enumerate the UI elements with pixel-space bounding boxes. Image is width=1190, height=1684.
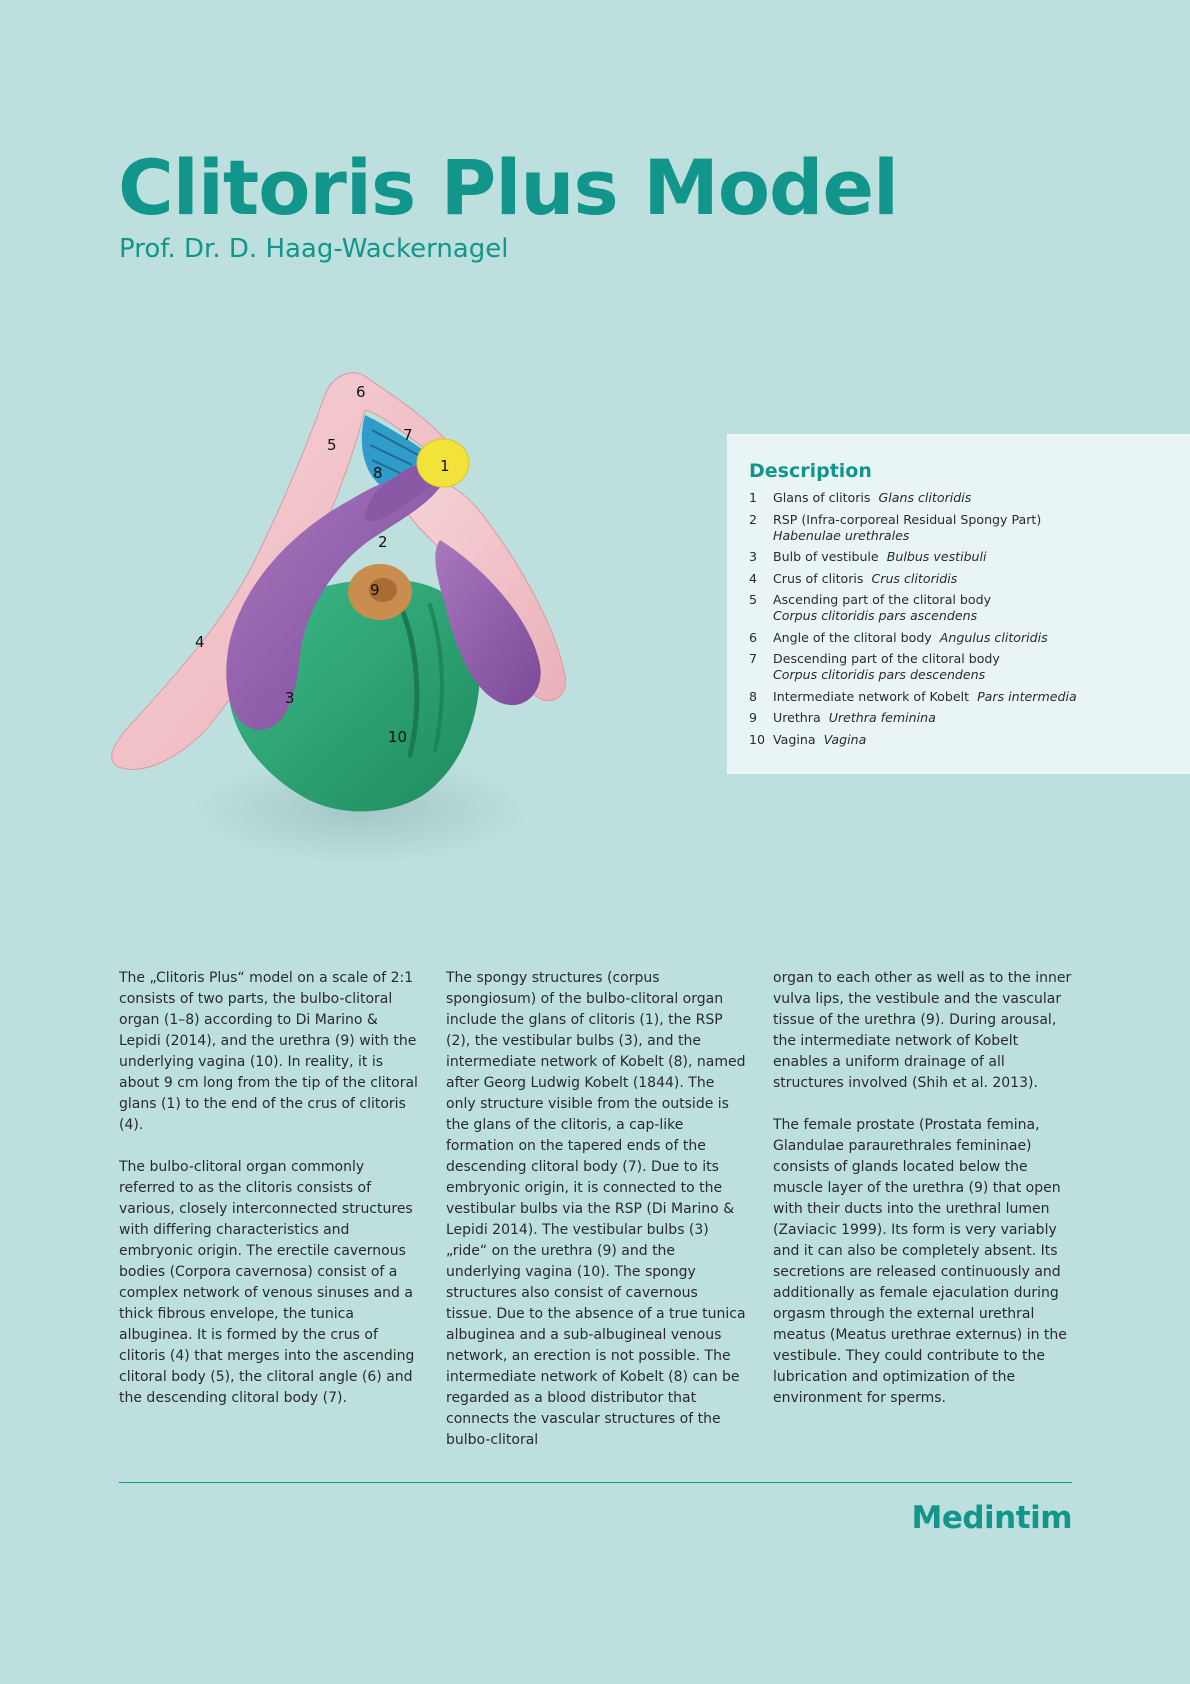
description-item-text <box>773 512 1041 544</box>
description-item-text <box>773 490 971 506</box>
footer-divider <box>119 1482 1072 1483</box>
description-item-latin: Urethra feminina <box>828 710 936 725</box>
description-heading: Description <box>749 460 872 482</box>
description-item-name: Urethra <box>773 710 821 725</box>
figure-label-8: 8 <box>373 464 383 482</box>
description-item <box>749 490 1170 506</box>
description-item-text <box>773 651 1000 683</box>
description-item-text <box>773 571 957 587</box>
paragraph: The spongy structures (corpus spongiosum) of the bulbo-clitoral organ include the glans of clitoris (1), the RSP (2), the vestibular bulbs (3), and the intermediate network of Kobelt (8), named after Georg Ludwig Kobelt (1844). The only structure visible from the outside is the glans of the clitoris, a cap-like formation on the tapered ends of the descending clitoral body (7). Due to its embryonic origin, it is connected to the vestibular bulbs via the RSP (Di Marino & Lepidi 2014). The vestibular bulbs (3) „ride“ on the urethra (9) and the underlying vagina (10). The spongy structures also consist of cavernous tissue. Due to the absence of a true tunica albuginea and a sub-albugineal venous network, an erection is not possible. The intermediate network of Kobelt (8) can be regarded as a blood distributor that connects the vascular structures of the bulbo-clitoral <box>446 970 746 1448</box>
description-item-latin: Pars intermedia <box>977 688 1077 704</box>
description-item-number: 2 <box>749 511 758 527</box>
author-subtitle: Prof. Dr. D. Haag-Wackernagel <box>119 234 509 264</box>
description-item-latin: Angulus clitoridis <box>939 629 1048 645</box>
description-item-name: Crus of clitoris <box>773 570 864 586</box>
description-item-text <box>773 592 991 624</box>
description-item-name: Angle of the clitoral body <box>773 629 932 645</box>
description-item <box>749 710 1170 726</box>
text-column-1 <box>119 968 419 1430</box>
clitoris-model-figure <box>100 355 600 875</box>
description-item-number: 10 <box>749 731 766 747</box>
description-item-latin: Vagina <box>823 731 867 747</box>
paragraph: organ to each other as well as to the inner vulva lips, the vestibule and the vascular tissue of the urethra (9). During arousal, the intermediate network of Kobelt enables a uniform drainage of all structures involved (Shih et al. 2013). <box>773 970 1072 1091</box>
brand-logo: Medintim <box>911 1500 1072 1536</box>
figure-label-9: 9 <box>370 581 380 599</box>
description-panel <box>727 434 1190 774</box>
figure-label-1: 1 <box>440 457 450 475</box>
description-item <box>749 732 1170 748</box>
description-item-latin: Corpus clitoridis pars ascendens <box>773 608 978 623</box>
paragraph: The female prostate (Prostata femina, Glandulae paraurethrales femininae) consists of glands located below the muscle layer of the urethra (9) that open with their ducts into the urethral lumen (Zaviacic 1999). Its form is very variably and it can also be completely absent. Its secretions are released continuously and additionally as female ejaculation during orgasm through the external urethral meatus (Meatus urethrae externus) in the vestibule. They could contribute to the lubrication and optimization of the environment for sperms. <box>773 1117 1067 1406</box>
description-item-number: 3 <box>749 549 758 564</box>
description-item-text <box>773 710 936 726</box>
text-column-2 <box>446 968 746 1472</box>
description-item-name: Bulb of vestibule <box>773 549 879 564</box>
model-illustration <box>100 355 600 875</box>
description-item-number: 6 <box>749 629 758 645</box>
paragraph: The bulbo-clitoral organ commonly referred to as the clitoris consists of various, closely interconnected structures with differing characteristics and embryonic origin. The erectile cavernous bodies (Corpora cavernosa) consist of a complex network of venous sinuses and a thick fibrous envelope, the tunica albuginea. It is formed by the crus of clitoris (4) that merges into the ascending clitoral body (5), the clitoral angle (6) and the descending clitoral body (7). <box>119 1159 415 1406</box>
figure-label-7: 7 <box>403 426 413 444</box>
description-item <box>749 512 1170 544</box>
text-column-3 <box>773 968 1073 1430</box>
figure-label-3: 3 <box>285 689 295 707</box>
figure-label-6: 6 <box>356 383 366 401</box>
description-item-name: Vagina <box>773 731 816 747</box>
description-item-text <box>773 689 1077 705</box>
description-item-latin: Bulbus vestibuli <box>886 549 987 564</box>
description-item-latin: Habenulae urethrales <box>773 527 910 543</box>
page-title: Clitoris Plus Model <box>118 143 899 232</box>
description-item-number: 7 <box>749 651 758 666</box>
description-item <box>749 630 1170 646</box>
description-item-latin: Corpus clitoridis pars descendens <box>773 667 986 682</box>
description-item <box>749 592 1170 624</box>
description-item-latin: Glans clitoridis <box>878 490 972 505</box>
description-item-number: 1 <box>749 490 758 505</box>
description-item-name: Descending part of the clitoral body <box>773 651 1000 666</box>
description-item-number: 5 <box>749 592 758 607</box>
description-item-number: 9 <box>749 710 758 725</box>
description-item <box>749 571 1170 587</box>
description-item <box>749 651 1170 683</box>
description-item-text <box>773 732 866 748</box>
description-list <box>749 490 1170 748</box>
description-item <box>749 549 1170 565</box>
description-item <box>749 689 1170 705</box>
description-item-number: 8 <box>749 688 758 704</box>
description-item-name: Intermediate network of Kobelt <box>773 688 970 704</box>
description-item-latin: Crus clitoridis <box>871 570 958 586</box>
paragraph: The „Clitoris Plus“ model on a scale of 2:1 consists of two parts, the bulbo-clitoral organ (1–8) according to Di Marino & Lepidi (2014), and the urethra (9) with the underlying vagina (10). In reality, it is about 9 cm long from the tip of the clitoral glans (1) to the end of the crus of clitoris (4). <box>119 970 418 1133</box>
figure-label-5: 5 <box>327 436 337 454</box>
description-item-number: 4 <box>749 570 758 586</box>
figure-label-2: 2 <box>378 533 388 551</box>
figure-label-10: 10 <box>388 728 408 746</box>
description-item-name: Ascending part of the clitoral body <box>773 592 992 607</box>
description-item-name: RSP (Infra-corporeal Residual Spongy Part) <box>773 511 1042 527</box>
description-item-text <box>773 630 1048 646</box>
description-item-name: Glans of clitoris <box>773 490 871 505</box>
figure-label-4: 4 <box>195 633 205 651</box>
description-item-text <box>773 549 987 565</box>
